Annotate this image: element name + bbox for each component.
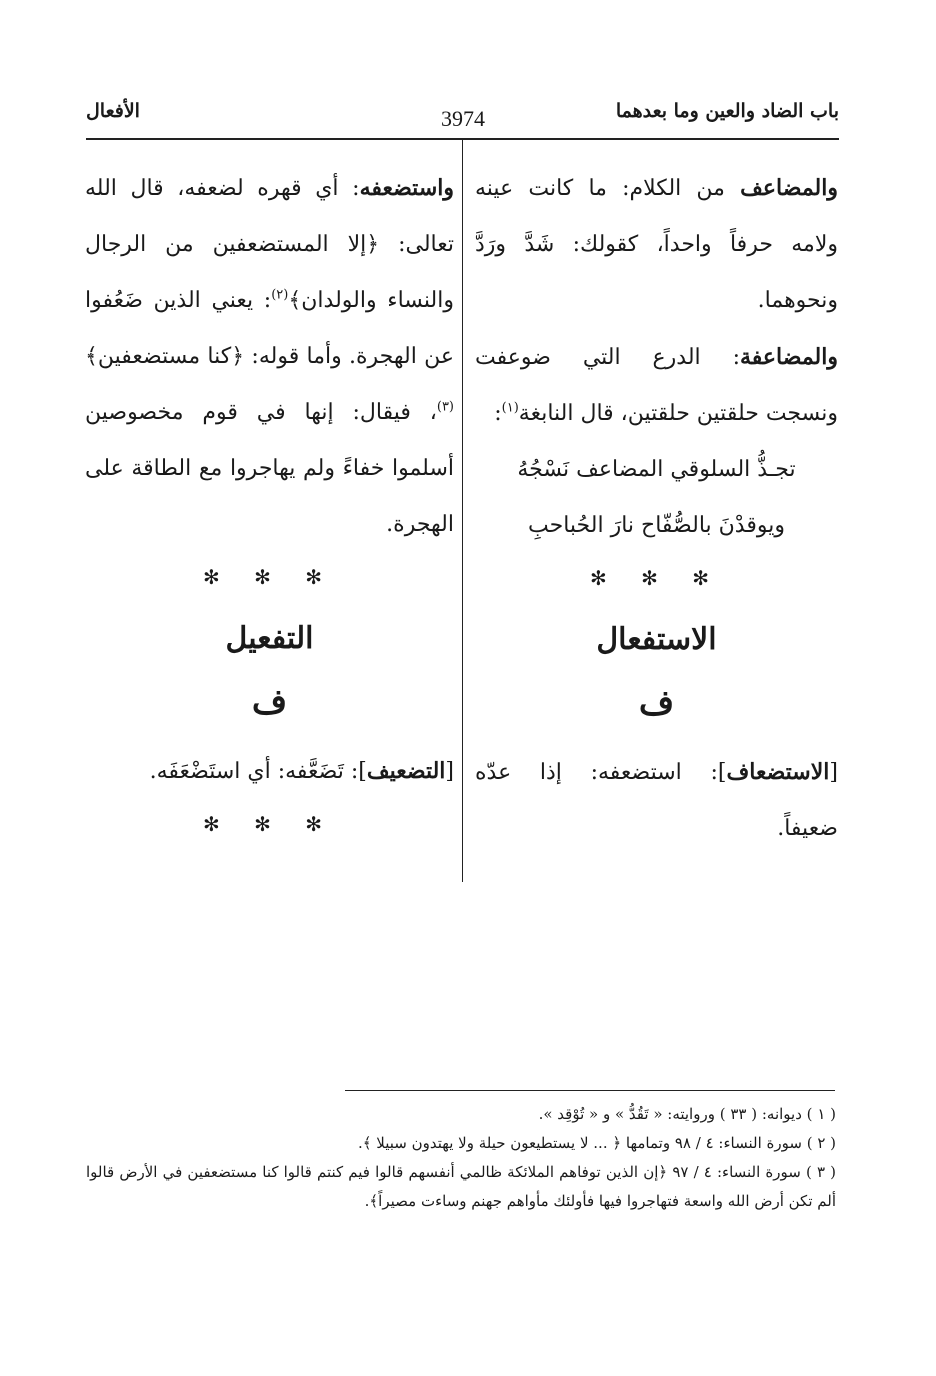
footnote-ref: (١) xyxy=(501,400,519,416)
entry-term: واستضعفه xyxy=(359,175,454,201)
entry-term: التضعيف xyxy=(366,758,446,784)
footnotes xyxy=(86,1100,836,1216)
entry-mudaaf xyxy=(475,160,838,329)
entry-tadif xyxy=(85,743,454,800)
entry-term: والمضاعفة xyxy=(740,344,838,370)
footnote-rule xyxy=(345,1090,835,1091)
entry-text: : يعني الذين ضَعُفوا عن الهجرة. وأما قوله: ﴿كنا مستضعفين﴾ xyxy=(85,288,454,369)
entry-text: ]: تَضَعَّفه: أي استَضْعَفَه. xyxy=(149,759,367,784)
bracket: [ xyxy=(445,759,454,784)
page-number: 3974 xyxy=(441,106,485,131)
entry-text: : أي قهره لضعفه، قال الله تعالى: ﴿إلا المستضعفين من الرجال والنساء والولدان﴾ xyxy=(85,176,454,313)
running-header-chapter: باب الضاد والعين وما بعدهما xyxy=(615,100,839,122)
section-separator: ✻ ✻ ✻ xyxy=(203,812,336,836)
entry-istadafahu xyxy=(85,160,454,553)
entry-term: والمضاعف xyxy=(740,175,838,201)
entry-mudaafa xyxy=(475,329,838,442)
right-column xyxy=(475,160,838,857)
entry-text: ، فيقال: إنها في قوم مخصوصين أسلموا خفاءً ولم يهاجروا مع الطاقة على الهجرة. xyxy=(85,400,454,537)
entry-term: الاستضعاف xyxy=(726,759,830,785)
left-column xyxy=(85,160,454,858)
column-divider xyxy=(462,140,463,882)
footnote-2: ( ٢ ) سورة النساء: ٤ / ٩٨ وتمامها ﴿ ... لا يستطيعون حيلة ولا يهتدون سبيلا ﴾. xyxy=(357,1134,836,1152)
entry-text: : xyxy=(494,401,502,426)
section-title: التفعيل xyxy=(225,621,314,656)
section-separator: ✻ ✻ ✻ xyxy=(590,566,723,590)
footnote-ref: (٢) xyxy=(271,287,289,303)
section-separator: ✻ ✻ ✻ xyxy=(203,565,336,589)
footnote-3: ( ٣ ) سورة النساء: ٤ / ٩٧ ﴿إن الذين توفاهم الملائكة ظالمي أنفسهم قالوا فيم كنتم قالوا كنا مستضعفين في الأرض قالوا ألم تكن أرض الله واسعة فتهاجروا فيها فأولئك مأواهم جهنم وساءت مصيراً﴾. xyxy=(86,1163,836,1210)
poem-verse-2: ويوقدْنَ بالصُّفّاح نارَ الحُباحبِ xyxy=(528,513,785,538)
footnote-1: ( ١ ) ديوانه: ( ٣٣ ) وروايته: « تَقُدُّ » و « تُوْقِد ». xyxy=(538,1105,836,1123)
bracket: [ xyxy=(829,760,838,785)
entry-text: ]: استضعفه: إذا عدّه ضعيفاً. xyxy=(475,760,838,841)
section-title: الاستفعال xyxy=(596,622,717,657)
section-letter: ف xyxy=(638,683,675,723)
running-header-section: الأفعال xyxy=(86,100,140,122)
footnote-ref: (٣) xyxy=(436,399,454,415)
entry-text: : الدرع التي ضوعفت ونسجت حلقتين حلقتين، قال النابغة xyxy=(475,345,838,426)
entry-istidaaf xyxy=(475,744,838,857)
section-letter: ف xyxy=(251,682,288,722)
poem-verse-1: تجـذُّ السلوقي المضاعف نَسْجُهُ xyxy=(517,457,796,482)
entry-text: من الكلام: ما كانت عينه ولامه حرفاً واحداً، كقولك: شَدَّ ورَدَّ ونحوهما. xyxy=(475,176,838,313)
